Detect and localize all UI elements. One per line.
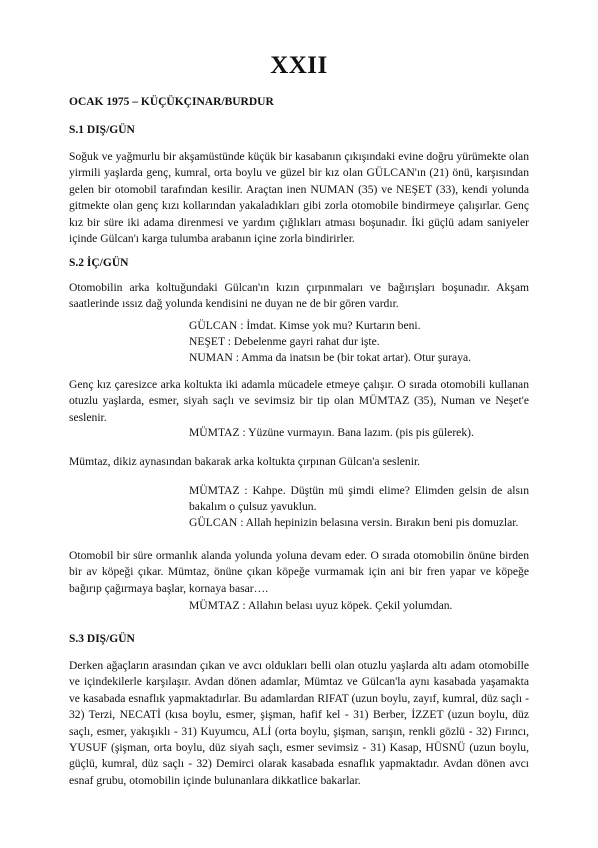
dialog-line: GÜLCAN : Allah hepinizin belasına versin. Bırakın beni pis domuzlar.: [189, 516, 519, 529]
scene-3-paragraph: Derken ağaçların arasından çıkan ve avcı oldukları belli olan otuzlu yaşlarda altı adam otomobille ve içindekilerle karşılaşır. Avdan dönen adamlar, Mümtaz ve Gülcan'la aynı kasabada yaşamakta ve kasabada esnaflık yapmaktadırlar. Bu adamlardan RIFAT (uzun boylu, zayıf, kumral, düz saçlı - 32) Terzi, NECATİ (kısa boylu, esmer, şişman, hafif kel - 31) Berber, İZZET (uzun boylu, düz saçlı, esmer, yakışıklı - 31) Kuyumcu, ALİ (orta boylu, şişman, sarışın, renkli gözlü - 32) Fırıncı, YUSUF (şişman, orta boylu, düz siyah saçlı, esmer sevimsiz - 31) Kasap, HÜSNÜ (uzun boylu, güçlü, kumral, düz saçlı - 32) Demirci olarak kasabada esnaflık yapmaktadır. Avdan dönen avcı esnaf grubu, otomobilin içinde bulunanlara dikkatlice bakarlar.: [69, 659, 529, 787]
scene-2-paragraph-3: Mümtaz, dikiz aynasından bakarak arka koltukta çırpınan Gülcan'a seslenir.: [69, 455, 421, 468]
dialog-line: MÜMTAZ : Yüzüne vurmayın. Bana lazım. (pis pis gülerek).: [189, 426, 474, 439]
dialog-line: NEŞET : Debelenme gayri rahat dur işte.: [189, 335, 380, 348]
dialog-line: NUMAN : Amma da inatsın be (bir tokat artar). Otur şuraya.: [189, 351, 472, 364]
scene-1-paragraph: Soğuk ve yağmurlu bir akşamüstünde küçük bir kasabanın çıkışındaki evine doğru yürümekte olan yirmili yaşlarda genç, kumral, orta boylu ve güzel bir kız olan GÜLCAN'ın (21) önü, karşısından gelen bir otomobil tarafından kesilir. Araçtan inen NUMAN (35) ve NEŞET (33), kendi yolunda gitmekte olan genç kızı kollarından yakaladıkları gibi zorla otomobile bindirmeye çalışırlar. Genç kız bir süre iki adama direnmesi ve yardım çığlıkları atması boşunadır. İki güçlü adam saniyeler içinde Gülcan'ı karga tulumba arabanın içine zorla bindirirler.: [69, 150, 529, 246]
scene-2-paragraph-4: Otomobil bir süre ormanlık alanda yolunda yoluna devam eder. O sırada otomobilin önüne birden bir av köpeği çıkar. Mümtaz, önüne çıkan köpeğe vurmamak için ani bir fren yapar ve köpeğe bağırıp çağırmaya başlar, kornaya basar….: [69, 549, 529, 595]
dialog-line: MÜMTAZ : Kahpe. Düştün mü şimdi elime? Elimden gelsin de alsın bakalım o çulsuz yavuklun.: [189, 484, 529, 514]
dialog-line: MÜMTAZ : Allahın belası uyuz köpek. Çekil yolumdan.: [189, 599, 453, 612]
scene-2-paragraph-1: Otomobilin arka koltuğundaki Gülcan'ın kızın çırpınmaları ve bağırışları boşunadır. Akşam saatlerinde ıssız dağ yolunda kendisini ne duyan ne de bir gören vardır.: [69, 281, 529, 311]
scene-3-heading: S.3 DIŞ/GÜN: [69, 633, 135, 645]
scene-1-heading: S.1 DIŞ/GÜN: [69, 124, 135, 136]
scene-2-paragraph-2: Genç kız çaresizce arka koltukta iki adamla mücadele etmeye çalışır. O sırada otomobili kullanan otuzlu yaşlarda, esmer, siyah saçlı ve sevimsiz bir tip olan MÜMTAZ (35), Numan ve Neşet'e seslenir.: [69, 378, 529, 424]
scene-2-heading: S.2 İÇ/GÜN: [69, 257, 129, 269]
dialog-line: GÜLCAN : İmdat. Kimse yok mu? Kurtarın beni.: [189, 319, 421, 332]
scene-location-header: OCAK 1975 – KÜÇÜKÇINAR/BURDUR: [69, 96, 274, 108]
chapter-title: XXII: [270, 52, 328, 79]
